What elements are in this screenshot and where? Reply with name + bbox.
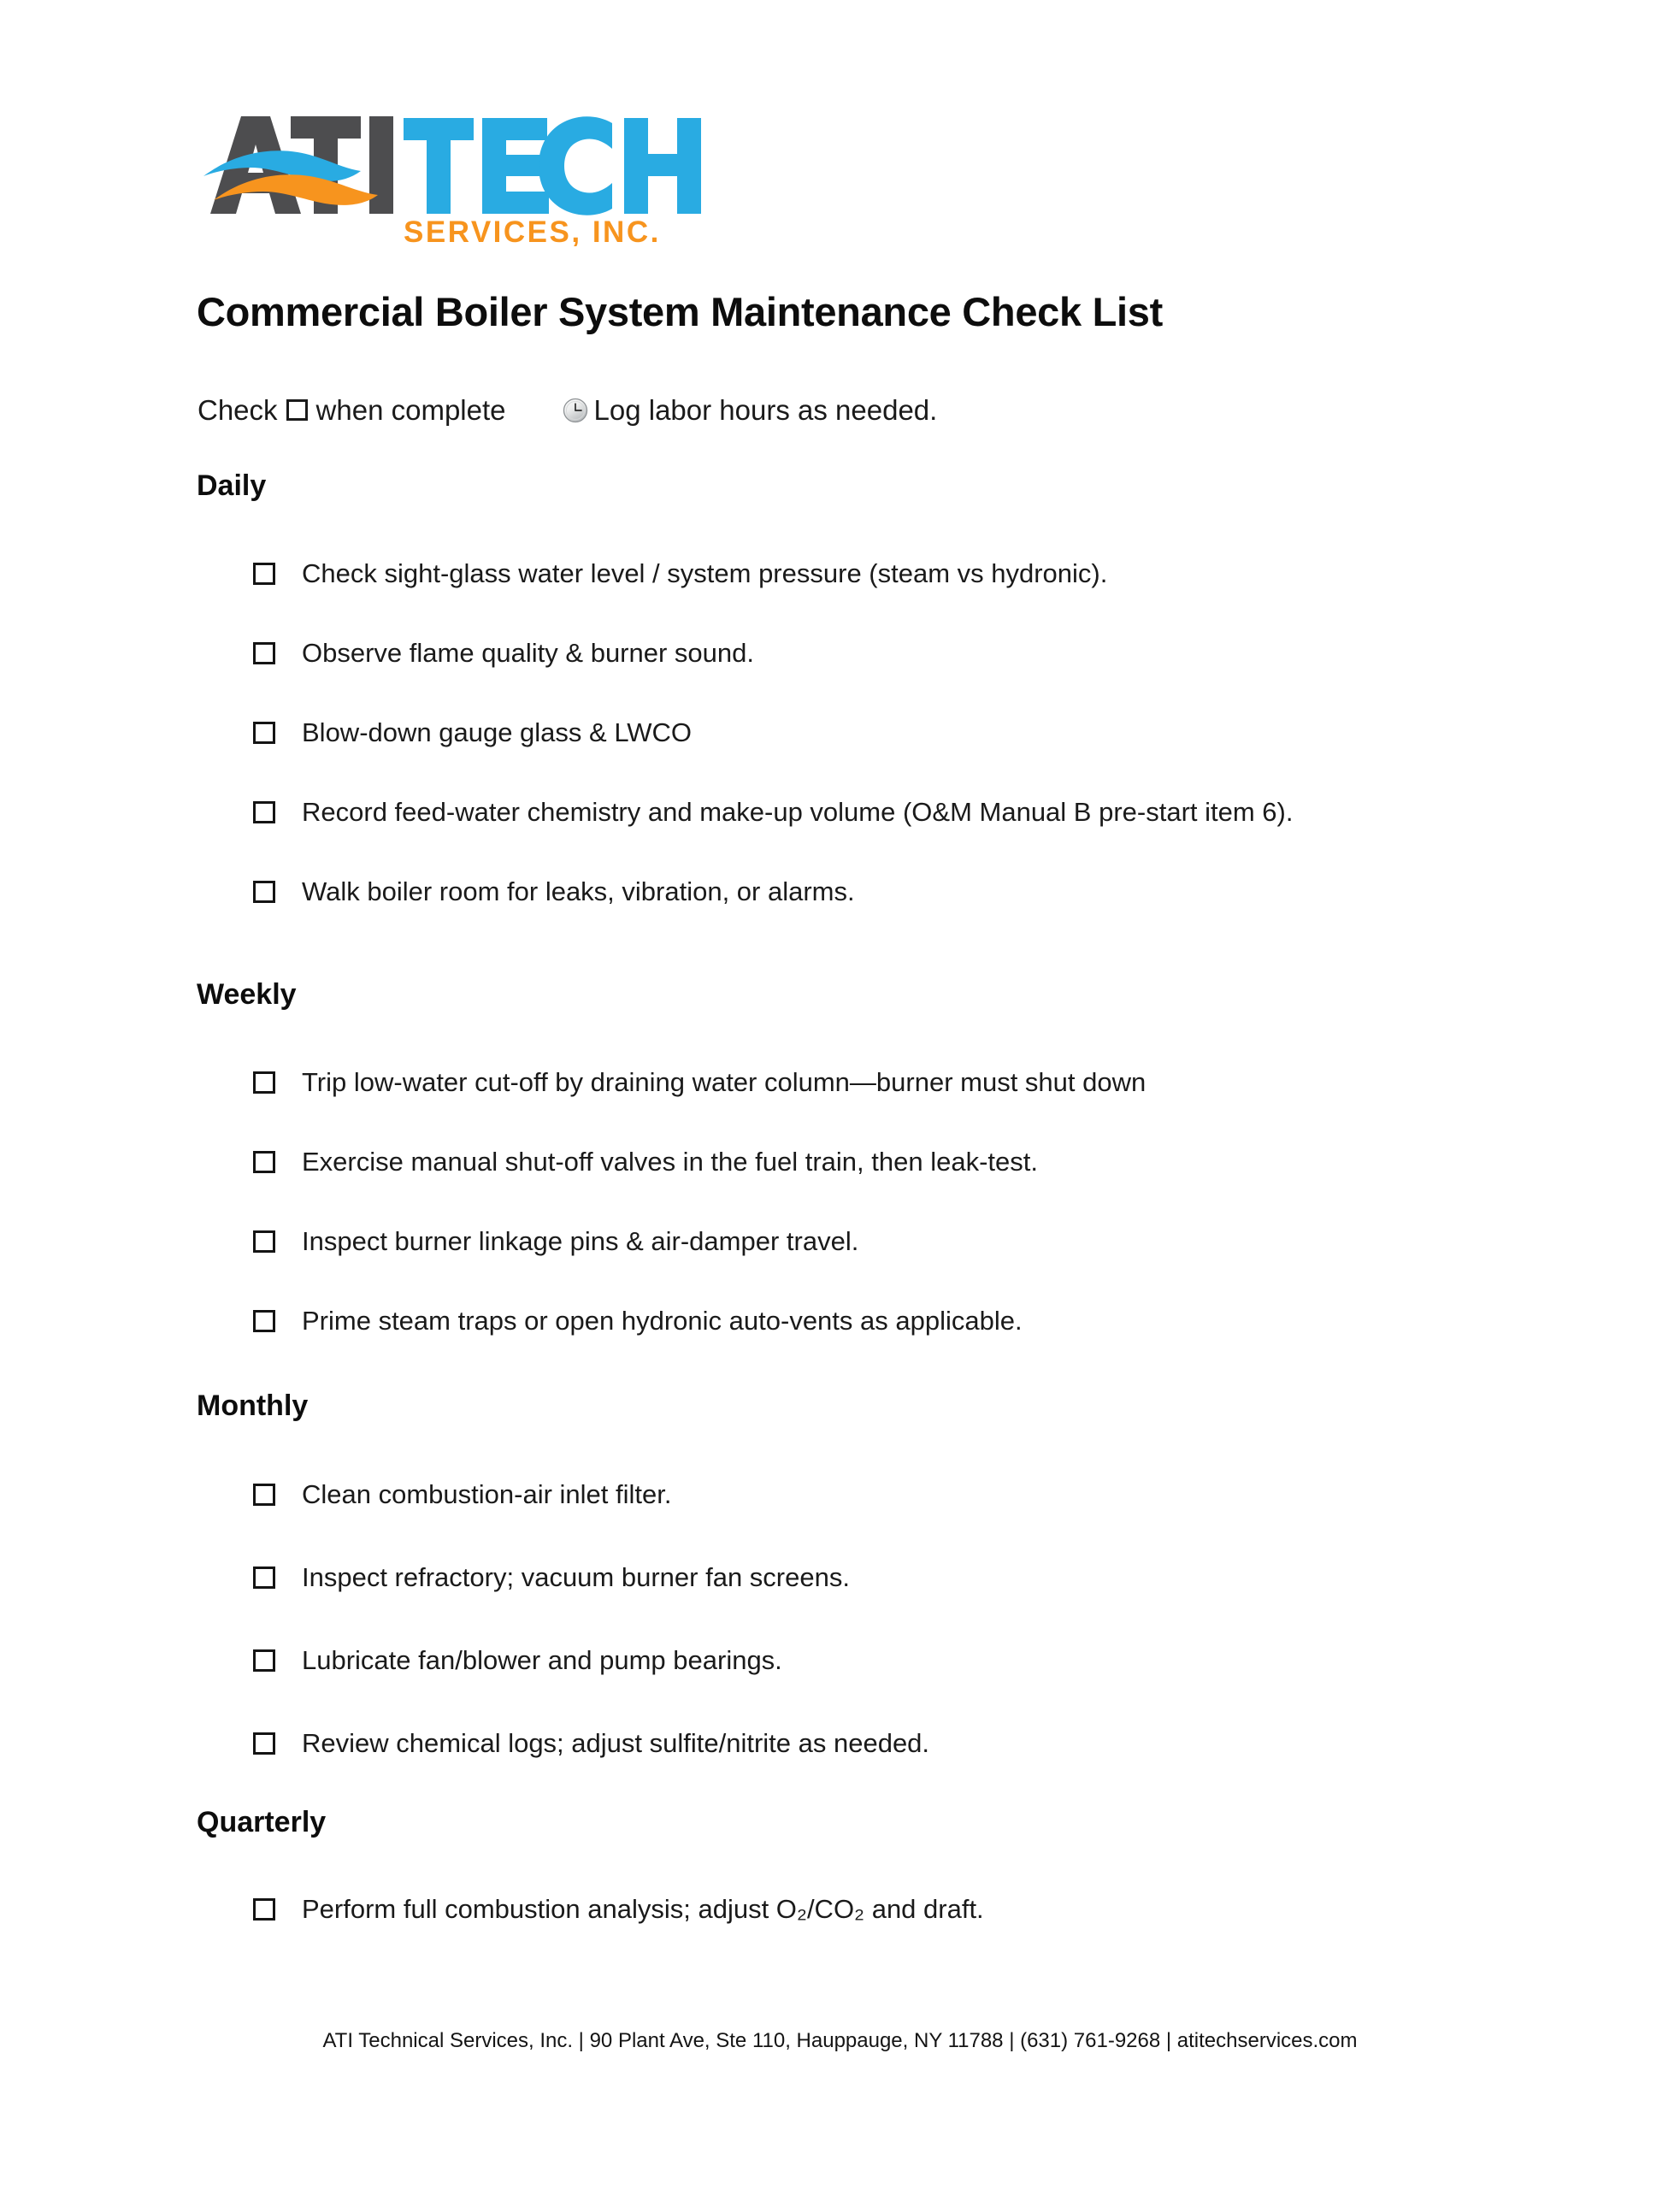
checkbox-icon[interactable] [253,1151,275,1173]
checkbox-icon[interactable] [253,1649,275,1672]
checklist-item-label: Inspect burner linkage pins & air-damper travel. [302,1226,859,1256]
checklist-item-label: Lubricate fan/blower and pump bearings. [302,1645,782,1675]
clock-icon [563,398,588,423]
instruction-suffix-label: when complete [315,394,506,426]
section-heading-weekly: Weekly [197,978,297,1011]
section-heading-daily: Daily [197,469,267,502]
checkbox-icon[interactable] [253,722,275,744]
page-title: Commercial Boiler System Maintenance Check List [197,289,1163,334]
checklist-item-label: Walk boiler room for leaks, vibration, or alarms. [302,876,855,906]
checkbox-icon[interactable] [253,1230,275,1253]
checkbox-icon[interactable] [253,1732,275,1755]
checklist-item[interactable] [253,1730,929,1758]
instruction-log-label: Log labor hours as needed. [593,394,938,426]
checklist-item[interactable] [253,640,754,668]
checkbox-icon[interactable] [253,881,275,903]
checkbox-icon[interactable] [253,1071,275,1094]
checklist-item[interactable] [253,719,692,747]
section-heading-monthly: Monthly [197,1390,309,1422]
checkbox-icon[interactable] [253,563,275,585]
checklist-item[interactable] [253,878,855,906]
checkbox-icon[interactable] [253,801,275,823]
instruction-prefix-label: Check [197,394,278,426]
section-heading-quarterly: Quarterly [197,1806,327,1838]
checklist-item[interactable] [253,1481,671,1509]
instruction-line [197,396,937,424]
logo-services-text: SERVICES, INC. [404,215,661,246]
checklist-item[interactable] [253,1069,1146,1097]
checkbox-icon[interactable] [253,1310,275,1332]
checklist-item[interactable] [253,1564,850,1592]
logo-tech-text [404,116,701,215]
checklist-item[interactable] [253,799,1293,827]
checklist-item[interactable] [253,1228,858,1256]
checklist-item[interactable] [253,1307,1023,1336]
checklist-item-label: Clean combustion-air inlet filter. [302,1479,672,1509]
checklist-item[interactable] [253,1647,782,1675]
checklist-item-label: Inspect refractory; vacuum burner fan screens. [302,1562,850,1592]
checklist-item-label: Perform full combustion analysis; adjust O₂/CO₂ and draft. [302,1894,984,1924]
checklist-item[interactable] [253,560,1107,588]
checklist-item-label: Review chemical logs; adjust sulfite/nitrite as needed. [302,1728,930,1758]
instruction-checkbox-icon[interactable] [286,399,308,421]
checklist-item-label: Check sight-glass water level / system pressure (steam vs hydronic). [302,558,1108,588]
checklist-item-label: Prime steam traps or open hydronic auto-vents as applicable. [302,1306,1023,1336]
checklist-item[interactable] [253,1896,984,1924]
checklist-item-label: Blow-down gauge glass & LWCO [302,717,693,747]
checkbox-icon[interactable] [253,1484,275,1506]
company-logo [202,109,715,246]
checklist-item-label: Exercise manual shut-off valves in the fuel train, then leak-test. [302,1147,1038,1177]
checklist-item-label: Record feed-water chemistry and make-up volume (O&M Manual B pre-start item 6). [302,797,1294,827]
checkbox-icon[interactable] [253,642,275,664]
checklist-item-label: Observe flame quality & burner sound. [302,638,754,668]
checklist-item[interactable] [253,1148,1038,1177]
checkbox-icon[interactable] [253,1567,275,1589]
page-footer: ATI Technical Services, Inc. | 90 Plant Ave, Ste 110, Hauppauge, NY 11788 | (631) 761-9268 | atitechservices.com [322,2029,1358,2052]
checkbox-icon[interactable] [253,1898,275,1921]
checklist-item-label: Trip low-water cut-off by draining water column—burner must shut down [302,1067,1147,1097]
